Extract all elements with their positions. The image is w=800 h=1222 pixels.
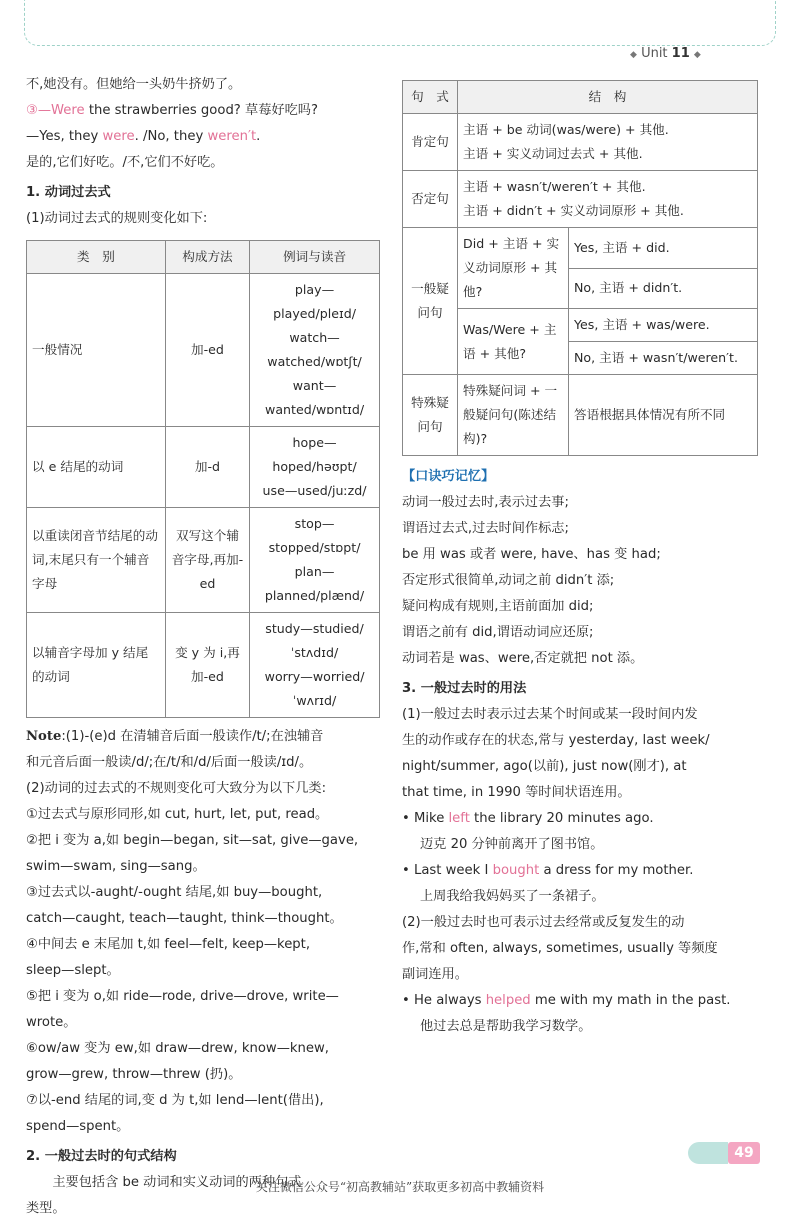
note-line-2: 和元音后面一般读/d/;在/t/和/d/后面一般读/ɪd/。 bbox=[26, 755, 313, 770]
example-translation: 他过去总是帮助我学习数学。 bbox=[420, 1019, 592, 1034]
intro-line bbox=[26, 98, 382, 124]
structure-line: 主语 + didn′t + 实义动词原形 + 其他. bbox=[463, 203, 684, 218]
note-text: :(1)-(e)d 在清辅音后面一般读作/t/;在浊辅音 bbox=[61, 729, 324, 744]
sentence-structure-table bbox=[402, 80, 758, 456]
text-span: me with my math in the past. bbox=[530, 993, 731, 1008]
table1-examples bbox=[250, 508, 380, 613]
table1-row bbox=[27, 613, 380, 718]
unit-label: Unit bbox=[641, 46, 668, 61]
text-span: the strawberries good? 草莓好吃吗? bbox=[84, 103, 318, 118]
irregular-line: catch—caught, teach—taught, think—thought。 bbox=[26, 911, 343, 926]
usage-line: 作,常和 often, always, sometimes, usually 等频度 bbox=[402, 941, 718, 956]
structure-line: 主语 + wasn′t/weren′t + 其他. bbox=[463, 179, 646, 194]
example-word: worry—worried/ˈwʌrɪd/ bbox=[264, 669, 365, 708]
text-span: . /No, they bbox=[134, 129, 208, 144]
text-span: • bbox=[402, 863, 414, 878]
section1-intro: (1)动词过去式的规则变化如下: bbox=[26, 211, 208, 226]
example-sentence bbox=[402, 988, 760, 1014]
text-span: —Yes, they bbox=[26, 129, 103, 144]
text-span: 是的,它们好吃。/不,它们不好吃。 bbox=[26, 155, 224, 170]
intro-line bbox=[26, 124, 382, 150]
text-span: a dress for my mother. bbox=[539, 863, 694, 878]
text-span: 不,她没有。但她给一头奶牛挤奶了。 bbox=[26, 77, 242, 92]
table1-method: 加-ed bbox=[165, 274, 249, 427]
irregular-line: (2)动词的过去式的不规则变化可大致分为以下几类: bbox=[26, 781, 327, 796]
example-word: want—wanted/wɒntɪd/ bbox=[265, 378, 365, 417]
answer-cell: Yes, 主语 + did. bbox=[569, 228, 758, 269]
mnemonic-line: 谓语过去式,过去时间作标志; bbox=[402, 521, 569, 536]
usage-line: 副词连用。 bbox=[402, 967, 468, 982]
usage-line: 生的动作或存在的状态,常与 yesterday, last week/ bbox=[402, 733, 710, 748]
usage-paragraph-2 bbox=[402, 910, 760, 988]
highlight-word: ③— bbox=[26, 103, 52, 118]
table1-header-method: 构成方法 bbox=[165, 241, 249, 274]
table1-method: 变 y 为 i,再加-ed bbox=[165, 613, 249, 718]
irregular-line: ⑥ow/aw 变为 ew,如 draw—drew, know—knew, bbox=[26, 1041, 329, 1056]
intro-lines bbox=[26, 72, 382, 176]
irregular-line: swim—swam, sing—sang。 bbox=[26, 859, 206, 874]
text-span: . bbox=[256, 129, 261, 144]
table2-type: 一般疑问句 bbox=[403, 228, 458, 375]
mnemonic-line: be 用 was 或者 were, have、has 变 had; bbox=[402, 547, 661, 562]
section2-title: 2. 一般过去时的句式结构 bbox=[26, 1149, 177, 1164]
irregular-line: ①过去式与原形同形,如 cut, hurt, let, put, read。 bbox=[26, 807, 329, 822]
unit-header bbox=[630, 46, 701, 61]
table2-structure bbox=[458, 171, 758, 228]
answer-cell: No, 主语 + wasn′t/weren′t. bbox=[569, 342, 758, 375]
example-word: watch—watched/wɒtʃt/ bbox=[267, 330, 362, 369]
mnemonic-line: 疑问构成有规则,主语前面加 did; bbox=[402, 599, 594, 614]
structure-line: 主语 + 实义动词过去式 + 其他. bbox=[463, 146, 643, 161]
example-word: play—played/pleɪd/ bbox=[273, 282, 356, 321]
highlight-word: bought bbox=[492, 863, 540, 878]
mnemonic-line: 谓语之前有 did,谓语动词应还原; bbox=[402, 625, 594, 640]
page-flag bbox=[688, 1142, 728, 1164]
diamond-icon: ◆ bbox=[630, 50, 637, 60]
table1-header-examples: 例词与读音 bbox=[250, 241, 380, 274]
irregular-line: grow—grew, throw—threw (扔)。 bbox=[26, 1067, 242, 1082]
irregular-line: ③过去式以-aught/-ought 结尾,如 buy—bought, bbox=[26, 885, 323, 900]
intro-line bbox=[26, 72, 382, 98]
usage-examples-1 bbox=[402, 806, 760, 910]
irregular-changes bbox=[26, 776, 382, 1140]
irregular-line: ②把 i 变为 a,如 begin—began, sit—sat, give—gave, bbox=[26, 833, 359, 848]
example-word: stop—stopped/stɒpt/ bbox=[268, 516, 361, 555]
example-word: hope—hoped/həʊpt/ bbox=[272, 435, 357, 474]
question-form: Was/Were + 主语 + 其他? bbox=[458, 309, 569, 375]
table1-method: 加-d bbox=[165, 427, 249, 508]
irregular-line: sleep—slept。 bbox=[26, 963, 120, 978]
note-label: Note bbox=[26, 729, 62, 744]
section2-line: 类型。 bbox=[26, 1201, 66, 1216]
usage-paragraph-1 bbox=[402, 702, 760, 806]
table2-type: 肯定句 bbox=[403, 114, 458, 171]
table2-type: 否定句 bbox=[403, 171, 458, 228]
table2-type: 特殊疑问句 bbox=[403, 375, 458, 456]
table1-examples bbox=[250, 274, 380, 427]
structure-line: 主语 + be 动词(was/were) + 其他. bbox=[463, 122, 669, 137]
diamond-icon: ◆ bbox=[693, 50, 701, 60]
mnemonic-lines bbox=[402, 490, 760, 672]
section1-title: 1. 动词过去式 bbox=[26, 185, 111, 200]
highlight-word: left bbox=[448, 811, 470, 826]
table1-row bbox=[27, 427, 380, 508]
intro-line bbox=[26, 150, 382, 176]
answer-cell: No, 主语 + didn′t. bbox=[569, 268, 758, 309]
page-top-frame bbox=[24, 0, 776, 46]
text-span: He always bbox=[413, 993, 486, 1008]
text-span: Mike bbox=[413, 811, 449, 826]
table1-category: 以辅音字母加 y 结尾的动词 bbox=[27, 613, 166, 718]
highlight-word: helped bbox=[485, 993, 531, 1008]
irregular-line: ⑤把 i 变为 o,如 ride—rode, drive—drove, write— bbox=[26, 989, 339, 1004]
table2-structure bbox=[458, 114, 758, 171]
highlight-word: were bbox=[102, 129, 135, 144]
unit-number: 11 bbox=[671, 46, 690, 61]
table2-header-type: 句 式 bbox=[403, 81, 458, 114]
irregular-line: ④中间去 e 末尾加 t,如 feel—felt, keep—kept, bbox=[26, 937, 311, 952]
table1-category: 以重读闭音节结尾的动词,末尾只有一个辅音字母 bbox=[27, 508, 166, 613]
answer-cell: Yes, 主语 + was/were. bbox=[569, 309, 758, 342]
table1-examples bbox=[250, 427, 380, 508]
example-translation: 上周我给我妈妈买了一条裙子。 bbox=[420, 889, 605, 904]
table1-row bbox=[27, 508, 380, 613]
note-line bbox=[26, 724, 382, 750]
question-form: 特殊疑问词 + 一般疑问句(陈述结构)? bbox=[458, 375, 569, 456]
answer-cell: 答语根据具体情况有所不同 bbox=[569, 375, 758, 456]
table1-category: 以 e 结尾的动词 bbox=[27, 427, 166, 508]
example-sentence bbox=[402, 806, 760, 832]
highlight-word: weren′t bbox=[207, 129, 257, 144]
example-word: use—used/juːzd/ bbox=[262, 483, 367, 498]
page-number: 49 bbox=[728, 1142, 760, 1164]
right-column bbox=[402, 72, 760, 1040]
text-span: Last week I bbox=[413, 863, 493, 878]
example-sentence bbox=[402, 858, 760, 884]
table1-method: 双写这个辅音字母,再加-ed bbox=[165, 508, 249, 613]
left-column bbox=[26, 72, 382, 1222]
example-translation: 迈克 20 分钟前离开了图书馆。 bbox=[420, 837, 604, 852]
regular-past-tense-table bbox=[26, 240, 380, 718]
mnemonic-line: 否定形式很简单,动词之前 didn′t 添; bbox=[402, 573, 615, 588]
usage-line: (2)一般过去时也可表示过去经常或反复发生的动 bbox=[402, 915, 685, 930]
text-span: • bbox=[402, 811, 414, 826]
table1-header-category: 类 别 bbox=[27, 241, 166, 274]
mnemonic-title: 【口诀巧记忆】 bbox=[402, 469, 495, 484]
table1-row bbox=[27, 274, 380, 427]
text-span: • bbox=[402, 993, 414, 1008]
usage-line: that time, in 1990 等时间状语连用。 bbox=[402, 785, 631, 800]
question-form: Did + 主语 + 实义动词原形 + 其他? bbox=[458, 228, 569, 309]
footer-text: 关注微信公众号“初高教辅站”获取更多初高中教辅资料 bbox=[255, 1180, 545, 1194]
example-word: plan—planned/plænd/ bbox=[264, 564, 365, 603]
irregular-line: wrote。 bbox=[26, 1015, 77, 1030]
text-span: the library 20 minutes ago. bbox=[469, 811, 654, 826]
table2-header-structure: 结 构 bbox=[458, 81, 758, 114]
section2-line: 主要包括含 be 动词和实义动词的两种句式 bbox=[26, 1175, 302, 1190]
usage-line: (1)一般过去时表示过去某个时间或某一段时间内发 bbox=[402, 707, 698, 722]
table1-category: 一般情况 bbox=[27, 274, 166, 427]
usage-line: night/summer, ago(以前), just now(刚才), at bbox=[402, 759, 687, 774]
irregular-line: spend—spent。 bbox=[26, 1119, 130, 1134]
irregular-line: ⑦以-end 结尾的词,变 d 为 t,如 lend—lent(借出), bbox=[26, 1093, 324, 1108]
mnemonic-line: 动词若是 was、were,否定就把 not 添。 bbox=[402, 651, 644, 666]
section3-title: 3. 一般过去时的用法 bbox=[402, 681, 527, 696]
table1-examples bbox=[250, 613, 380, 718]
usage-examples-2 bbox=[402, 988, 760, 1040]
example-word: study—studied/ˈstʌdɪd/ bbox=[265, 621, 364, 660]
mnemonic-line: 动词一般过去时,表示过去事; bbox=[402, 495, 569, 510]
highlight-word: Were bbox=[51, 103, 85, 118]
